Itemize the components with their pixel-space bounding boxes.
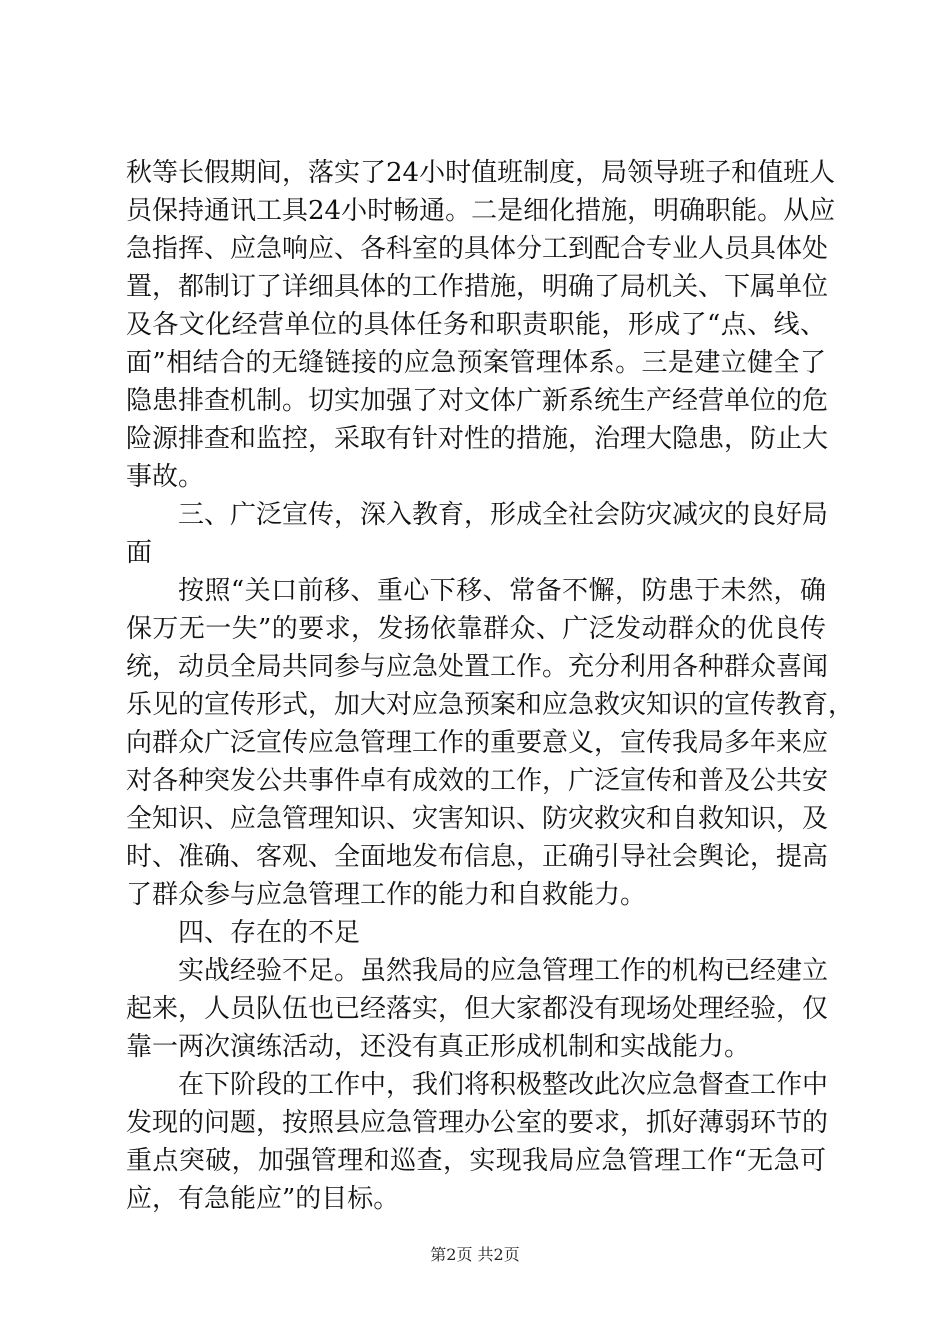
text-line: 隐患排查机制。切实加强了对文体广新系统生产经营单位的危: [126, 386, 829, 416]
text-line: 三、广泛宣传，深入教育，形成全社会防灾减灾的良好局: [178, 500, 829, 530]
text-line: 重点突破，加强管理和巡查，实现我局应急管理工作“无急可: [126, 1146, 826, 1176]
text-line: 起来，人员队伍也已经落实，但大家都没有现场处理经验，仅: [126, 994, 829, 1024]
text-line: 保万无一失”的要求，发扬依靠群众、广泛发动群众的优良传: [126, 614, 826, 644]
text-line: 秋等长假期间，落实了24小时值班制度，局领导班子和值班人: [126, 158, 836, 188]
text-line: 员保持通讯工具24小时畅通。二是细化措施，明确职能。从应: [126, 196, 836, 226]
text-line: 靠一两次演练活动，还没有真正形成机制和实战能力。: [126, 1032, 751, 1062]
page-footer: 第2页 共2页: [430, 1245, 520, 1264]
text-line: 面: [126, 538, 153, 568]
text-line: 险源排查和监控，采取有针对性的措施，治理大隐患，防止大: [126, 424, 829, 454]
text-line: 了群众参与应急管理工作的能力和自救能力。: [126, 880, 647, 910]
text-line: 向群众广泛宣传应急管理工作的重要意义，宣传我局多年来应: [126, 728, 829, 758]
text-line: 急指挥、应急响应、各科室的具体分工到配合专业人员具体处: [126, 234, 829, 264]
text-line: 时、准确、客观、全面地发布信息，正确引导社会舆论，提高: [126, 842, 829, 872]
text-line: 对各种突发公共事件卓有成效的工作，广泛宣传和普及公共安: [126, 766, 829, 796]
text-line: 实战经验不足。虽然我局的应急管理工作的机构已经建立: [178, 956, 829, 986]
text-line: 及各文化经营单位的具体任务和职责职能，形成了“点、线、: [126, 310, 826, 340]
text-line: 应，有急能应”的目标。: [126, 1184, 400, 1214]
text-line: 置，都制订了详细具体的工作措施，明确了局机关、下属单位: [126, 272, 829, 302]
text-line: 全知识、应急管理知识、灾害知识、防灾救灾和自救知识，及: [126, 804, 829, 834]
text-line: 面”相结合的无缝链接的应急预案管理体系。三是建立健全了: [126, 348, 826, 378]
text-line: 统，动员全局共同参与应急处置工作。充分利用各种群众喜闻: [126, 652, 829, 682]
text-line: 按照“关口前移、重心下移、常备不懈，防患于未然，确: [178, 576, 826, 606]
text-line: 发现的问题，按照县应急管理办公室的要求，抓好薄弱环节的: [126, 1108, 829, 1138]
body-text: [126, 154, 855, 1218]
text-line: 在下阶段的工作中，我们将积极整改此次应急督查工作中: [178, 1070, 829, 1100]
text-line: 四、存在的不足: [178, 918, 361, 948]
text-line: 事故。: [126, 462, 205, 492]
text-line: 乐见的宣传形式，加大对应急预案和应急救灾知识的宣传教育，: [126, 690, 855, 720]
